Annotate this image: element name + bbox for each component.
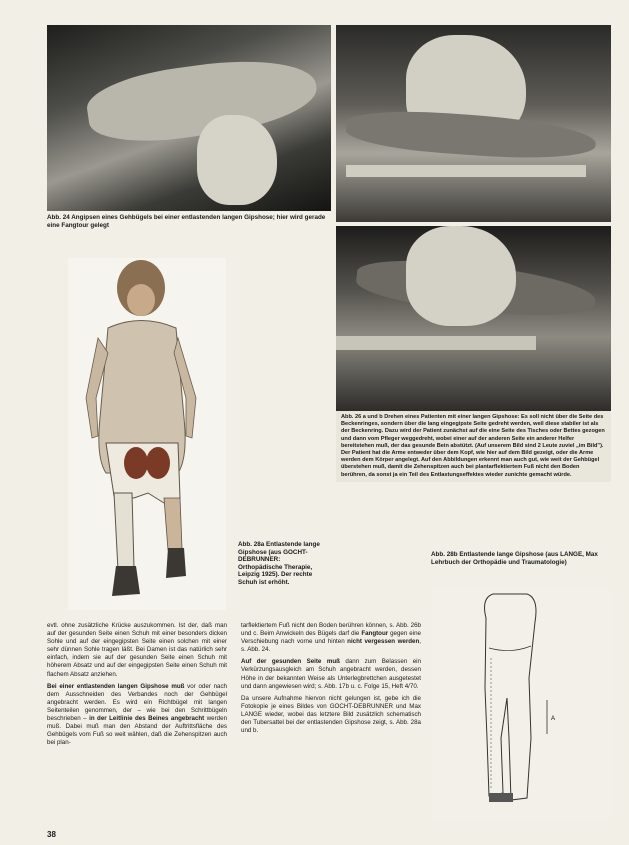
text-bold: Auf der gesunden Seite muß — [241, 658, 340, 666]
text: , s. Abb. 24. — [241, 638, 421, 654]
text: Da unsere Aufnahme hiervon nicht gelungen ist, gebe ich die Fotokopie je eines Bildes von GOCHT-DEBRUNNER und Max LANGE wieder, wobei das letztere Bild zusätzlich schematisch den Tubersattel bei der entlastenden Gipshose zeigt, s. Abb. 28a und b. — [241, 694, 421, 735]
caption-abb24-text: Abb. 24 Angipsen eines Gehbügels bei einer entlastenden langen Gipshose; hier wird gerade eine Fangtour gelegt — [47, 214, 326, 229]
text-bold: in der Leitlinie des Beines angebracht — [89, 715, 205, 723]
paragraph — [241, 622, 421, 654]
text-column-left — [47, 622, 227, 751]
photo-abb26a — [336, 25, 611, 222]
text: werden muß. Dabei muß man den Abstand der Auftrittsfläche des Gehbügels vom Fuß so weit wählen, daß die Zehenspitzen auch bei plan- — [47, 715, 228, 747]
paragraph — [47, 622, 227, 679]
paragraph — [47, 683, 227, 748]
text-bold: Fangtour — [361, 630, 389, 638]
drawing-abb28a — [68, 258, 226, 610]
caption-abb28b-text: Abb. 28b Entlastende lange Gipshose (aus LANGE, Max Lehrbuch der Orthopädie und Traumatologie) — [431, 551, 598, 566]
text-bold: nicht vergessen werden — [347, 638, 420, 646]
text: tarflektiertem Fuß nicht den Boden berühren können, s. Abb. 26b und c. Beim Anwickeln des Bügels darf die — [241, 622, 421, 638]
drawing-abb28b — [431, 588, 611, 820]
text-column-middle — [241, 622, 421, 739]
text-bold: Bei einer entlastenden langen Gipshose muß — [47, 682, 185, 690]
text: gegen eine Verschiebung nach vorne und hinten — [241, 630, 421, 646]
caption-abb26ab-text: Abb. 26 a und b Drehen eines Patienten mit einer langen Gipshose: Es soll nicht über die Seite des Beckenringes, sondern über die lang eingegipste Seite gedreht werden, weil diese stabiler ist als der Beckenring. Dazu wird der Patient zunächst auf die eine Seite des Tisches oder Bettes gezogen und dann vom Pfleger weggedreht, wobei einer auf der anderen Seite ein anderer Helfer bereitstehen muß, der das gesunde Bein abstützt. (Auf unserem Bild sind 2 Leute zuviel „im Bild"). Der Patient hat die Arme entweder über dem Kopf, wie hier auf dem Bild gezeigt, oder die Arme werden dem Körper angelegt. Auf den Abbildungen erkennt man auch gut, wie weit der Gehbügel überstehen muß, damit die Zehenspitzen auch bei plantarflektiertem Fuß nicht den Boden berühren, da sonst ja ein Teil des Entlastungseffektes wieder zunichte gemacht würde. — [341, 414, 605, 478]
caption-abb28a-text: Abb. 28a Entlastende lange Gipshose (aus GOCHT-DEBRUNNER: Orthopädische Therapie, Leipzig 1925). Der rechte Schuh ist erhöht. — [238, 541, 320, 586]
page-number: 38 — [47, 830, 56, 839]
caption-abb28a — [238, 541, 324, 587]
text: vor oder nach dem Ausschneiden des Verbandes noch der Gehbügel angebracht werden. Es wird ein Richtbügel mit langen Seitenteilen genommen, der – wie bei den Schrittbügeln beschrieben – — [47, 682, 227, 723]
photo-abb26b — [336, 226, 611, 411]
paragraph — [241, 658, 421, 690]
paragraph — [241, 695, 421, 735]
caption-abb28b — [431, 551, 611, 566]
drawing-label: A — [551, 716, 556, 722]
caption-abb24 — [47, 214, 331, 229]
caption-abb26ab — [336, 411, 611, 482]
text: dann zum Belassen ein Verkürzungsausgleich am Schuh angebracht werden, dessen Höhe in der bekannten Weise als Unterlegbrettchen ausgetestet und dann angewiesen wird; s. Abb. 17b u. c. Folge 15, Heft 4/70. — [241, 658, 421, 690]
photo-abb24 — [47, 25, 331, 211]
text: evtl. ohne zusätzliche Krücke auszukommen. Ist der, daß man auf der gesunden Seite einen Schuh mit einer besonders dicken Sohle und auf der eingegipsten Seite einen solchen mit einer sehr dünnen Sohle tragen läßt. Bei Damen ist das natürlich sehr einfach, indem sie auf der gesunden Seite einen Schuh mit höherem Absatz und auf der eingegipsten Seite einen Schuh mit flachem Absatz anziehen. — [47, 622, 227, 678]
